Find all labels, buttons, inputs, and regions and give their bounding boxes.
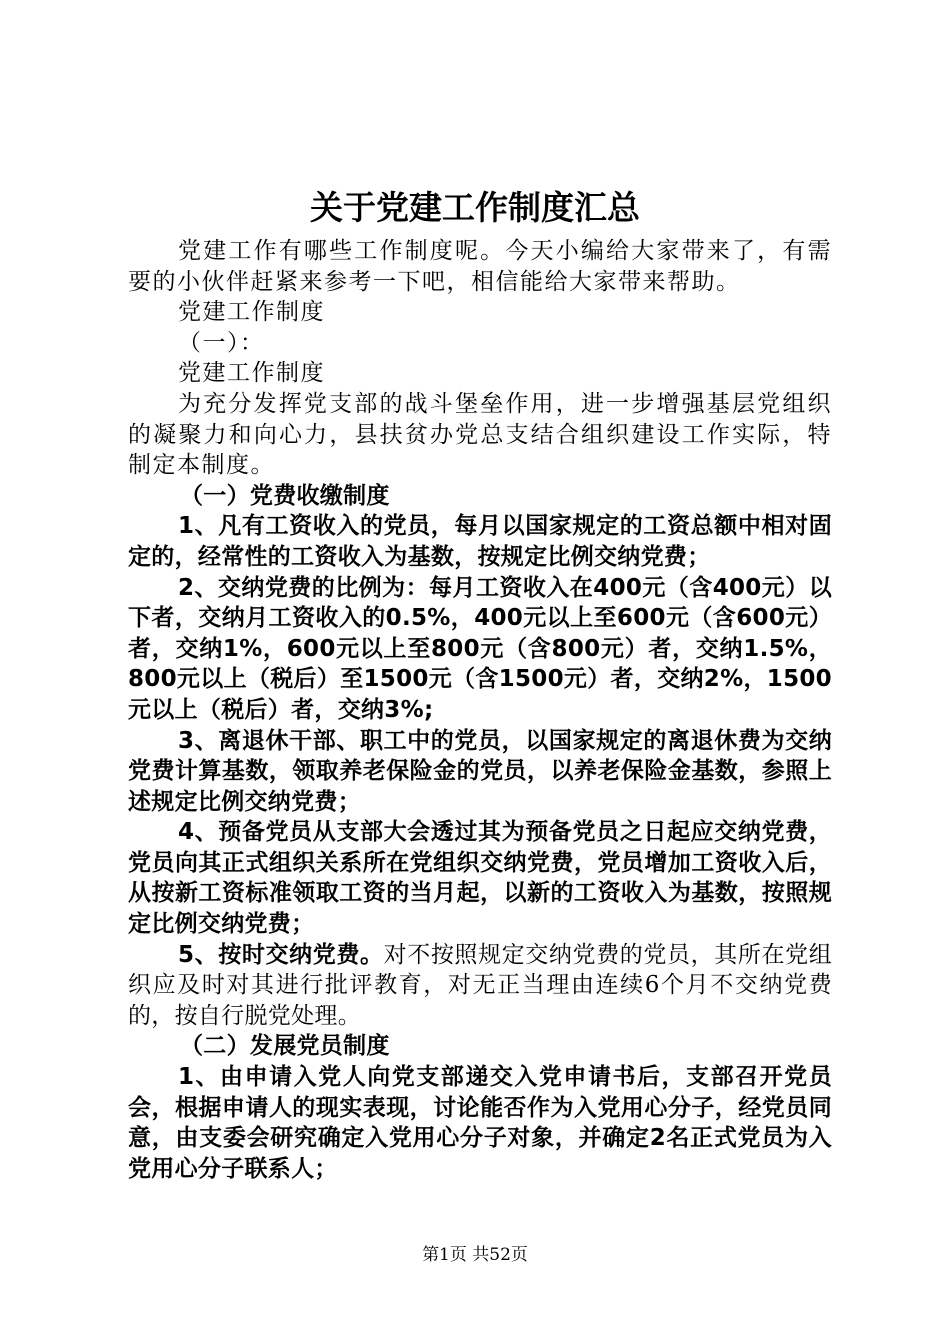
dues-item-5-lead: 5、按时交纳党费。 [178, 941, 384, 968]
dues-item-1: 1、凡有工资收入的党员，每月以国家规定的工资总额中相对固定的，经常性的工资收入为基数，按规定比例交纳党费； [128, 513, 832, 570]
heading-party-building-system-2: 党建工作制度 [178, 360, 325, 387]
intro-paragraph: 党建工作有哪些工作制度呢。今天小编给大家带来了，有需要的小伙伴赶紧来参考一下吧，相信能给大家带来帮助。 [128, 238, 832, 295]
dues-item-2: 2、交纳党费的比例为：每月工资收入在400元（含400元）以下者，交纳月工资收入的0.5%，400元以上至600元（含600元）者，交纳1%，600元以上至800元（含800元）者，交纳1.5%，800元以上（税后）至1500元（含1500元）者，交纳2%，1500元以上（税后）者，交纳3%; [128, 574, 832, 723]
dues-item-5 [128, 940, 832, 1032]
dues-item-5-body: 对不按照规定交纳党费的党员，其所在党组织应及时对其进行批评教育，对无正当理由连续6个月不交纳党费的，按自行脱党处理。 [128, 941, 832, 1029]
section-title-dues: （一）党费收缴制度 [180, 482, 390, 509]
dues-item-3: 3、离退休干部、职工中的党员，以国家规定的离退休费为交纳党费计算基数，领取养老保险金的党员，以养老保险金基数，参照上述规定比例交纳党费； [128, 727, 832, 815]
section-title-membership: （二）发展党员制度 [180, 1033, 390, 1060]
heading-party-building-system: 党建工作制度 [178, 299, 325, 326]
document-body [128, 236, 832, 1184]
membership-item-1: 1、由申请入党人向党支部递交入党申请书后，支部召开党员会，根据申请人的现实表现，讨论能否作为入党用心分子，经党员同意，由支委会研究确定入党用心分子对象，并确定2名正式党员为入党用心分子联系人； [128, 1064, 832, 1182]
document-title: 关于党建工作制度汇总 [310, 188, 640, 227]
heading-part-one: （一）： [178, 329, 265, 356]
page-footer: 第1页 共52页 [422, 1245, 528, 1265]
purpose-paragraph: 为充分发挥党支部的战斗堡垒作用，进一步增强基层党组织的凝聚力和向心力，县扶贫办党总支结合组织建设工作实际，特制定本制度。 [128, 390, 832, 479]
dues-item-4: 4、预备党员从支部大会透过其为预备党员之日起应交纳党费，党员向其正式组织关系所在党组织交纳党费，党员增加工资收入后，从按新工资标准领取工资的当月起，以新的工资收入为基数，按照规定比例交纳党费； [128, 819, 832, 938]
